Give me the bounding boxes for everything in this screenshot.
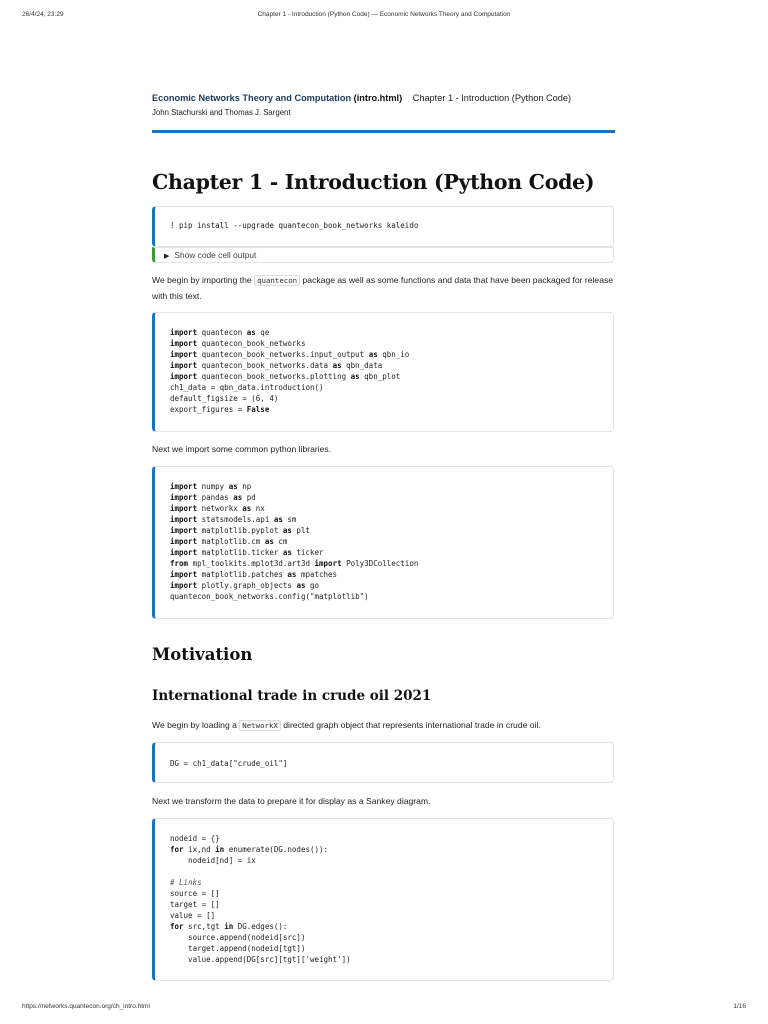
paragraph-libraries: Next we import some common python libraries. bbox=[152, 444, 332, 454]
code-load-graph: DG = ch1_data["crude_oil"] bbox=[170, 759, 288, 768]
book-title-link[interactable] bbox=[152, 93, 402, 103]
inline-code-quantecon: quantecon bbox=[254, 275, 300, 286]
print-url: https://networks.quantecon.org/ch_intro.html bbox=[22, 1003, 150, 1010]
print-title: Chapter 1 - Introduction (Python Code) — Economic Networks Theory and Computation bbox=[257, 11, 511, 18]
section-heading-motivation: Motivation bbox=[152, 645, 253, 664]
site-title-line bbox=[152, 93, 615, 103]
code-imports-1: import quantecon as qe import quantecon_book_networks import quantecon_book_networks.input_output as qbn_io import quantecon_book_networks.data as qbn_data import quantecon_book_networks.plotting as qbn_plot ch1_data = qbn_data.introduction() default_figsize = (6, 4) export_figures = False bbox=[170, 328, 410, 414]
paragraph-intro bbox=[152, 273, 615, 303]
paragraph-text: We begin by loading a bbox=[152, 720, 240, 730]
page-title: Chapter 1 - Introduction (Python Code) bbox=[152, 170, 595, 194]
book-link-text: (intro.html) bbox=[353, 93, 403, 103]
code-cell-imports-2[interactable] bbox=[152, 466, 614, 619]
paragraph-text: We begin by importing the bbox=[152, 275, 255, 285]
code-install: ! pip install --upgrade quantecon_book_networks kaleido bbox=[170, 221, 419, 230]
header-divider bbox=[152, 130, 615, 133]
subsection-heading-crude-oil: International trade in crude oil 2021 bbox=[152, 688, 432, 704]
code-cell-load-graph[interactable] bbox=[152, 742, 614, 783]
paragraph-text: package as well as some functions and data that have been packaged for release with this text. bbox=[152, 275, 614, 301]
site-header bbox=[152, 93, 615, 117]
paragraph-text: directed graph object that represents international trade in crude oil. bbox=[280, 720, 541, 730]
code-cell-transform[interactable] bbox=[152, 818, 614, 981]
code-transform: nodeid = {} for ix,nd in enumerate(DG.nodes()): nodeid[nd] = ix # Links source = [] target = [] value = [] for src,tgt in DG.edges(): source.append(nodeid[src]) target.append(nodeid[tgt]) value.append(DG[src][tgt]['weight']) bbox=[170, 834, 351, 964]
authors: John Stachurski and Thomas J. Sargent bbox=[152, 108, 291, 117]
show-output-toggle[interactable] bbox=[152, 247, 614, 263]
show-output-label: Show code cell output bbox=[174, 250, 257, 260]
print-datetime: 26/4/24, 23:29 bbox=[22, 11, 64, 18]
print-page-number: 1/16 bbox=[733, 1003, 746, 1010]
code-cell-install[interactable] bbox=[152, 206, 614, 247]
breadcrumb[interactable]: Chapter 1 - Introduction (Python Code) bbox=[412, 93, 572, 103]
code-imports-2: import numpy as np import pandas as pd import networkx as nx import statsmodels.api as sm import matplotlib.pyplot as plt import matplotlib.cm as cm import matplotlib.ticker as ticker from mpl_toolkits.mplot3d.art3d import Poly3DCollection import matplotlib.patches as mpatches import plotly.graph_objects as go quantecon_book_networks.config("matplotlib") bbox=[170, 482, 419, 601]
paragraph-sankey: Next we transform the data to prepare it for display as a Sankey diagram. bbox=[152, 796, 431, 806]
inline-code-networkx: NetworkX bbox=[239, 720, 281, 731]
book-title: Economic Networks Theory and Computation bbox=[152, 93, 352, 103]
code-cell-imports-1[interactable] bbox=[152, 312, 614, 432]
disclosure-triangle-icon: ▶ bbox=[164, 253, 170, 260]
paragraph-networkx bbox=[152, 718, 615, 734]
